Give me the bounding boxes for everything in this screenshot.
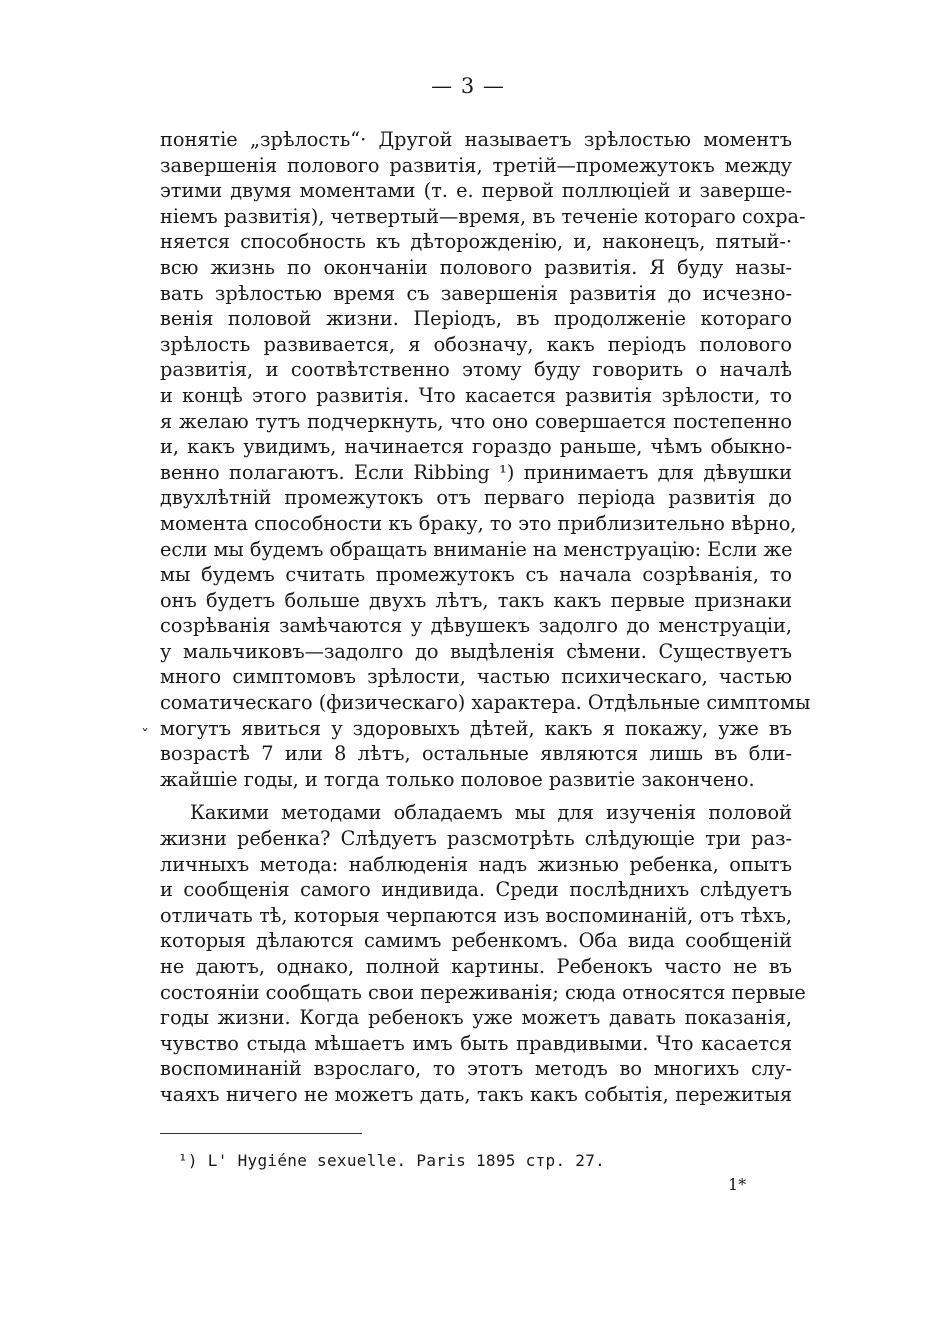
text-line: чувство стыда мѣшаетъ имъ быть правдивыми. Что касается: [160, 1031, 792, 1055]
text-line: могутъ явиться у здоровыхъ дѣтей, какъ я покажу, уже въ: [160, 716, 792, 740]
text-line: не даютъ, однако, полной картины. Ребенокъ часто не въ: [160, 955, 792, 978]
text-line: зрѣлость развивается, я обозначу, какъ періодъ полового: [160, 332, 792, 356]
text-line: у мальчиковъ—задолго до выдѣленія сѣмени. Существуетъ: [160, 639, 792, 663]
text-line: онъ будетъ больше двухъ лѣтъ, такъ какъ первые признаки: [160, 588, 792, 612]
text-line: жайшіе годы, и тогда только половое развитіе закончено.: [160, 767, 755, 791]
text-line: развитія, и соотвѣтственно этому буду говорить о началѣ: [160, 358, 792, 382]
text-line: няется способность къ дѣторожденію, и, наконецъ, пятый-·: [160, 230, 792, 254]
signature-mark: 1*: [728, 1175, 747, 1194]
text-line: воспоминаній взрослаго, то этотъ методъ во многихъ слу-: [160, 1057, 792, 1081]
text-line: личныхъ метода: наблюденія надъ жизнью ребенка, опытъ: [160, 852, 792, 876]
text-line: много симптомовъ зрѣлости, частью психическаго, частью: [160, 665, 792, 689]
page-number: — 3 —: [431, 74, 505, 98]
margin-mark: ˯: [141, 712, 149, 731]
text-line: возрастѣ 7 или 8 лѣтъ, остальные являются лишь въ бли-: [160, 742, 792, 766]
text-line: я желаю тутъ подчеркнуть, что оно совершается постепенно: [160, 409, 792, 433]
text-line: отличать тѣ, которыя черпаются изъ воспоминаній, отъ тѣхъ,: [160, 903, 792, 927]
footnote-divider: [160, 1133, 362, 1134]
footnote: ¹) L' Hygiéne sexuelle. Paris 1895 стр. 27.: [178, 1151, 606, 1170]
text-line: венно полагаютъ. Если Ribbing ¹) принимаетъ для дѣвушки: [160, 460, 792, 484]
text-line: соматическаго (физическаго) характера. Отдѣльные симптомы: [160, 691, 811, 715]
paragraph-gap: [160, 792, 792, 800]
text-line: всю жизнь по окончаніи полового развитія. Я буду назы-: [160, 255, 792, 279]
text-line: и сообщенія самого индивида. Среди послѣднихъ слѣдуетъ: [160, 878, 792, 902]
text-line: которыя дѣлаются самимъ ребенкомъ. Оба вида сообщеній: [160, 929, 792, 953]
text-line: завершенія полового развитія, третій—промежутокъ между: [160, 153, 792, 177]
text-line: понятіе „зрѣлость“· Другой называетъ зрѣлостью моментъ: [160, 128, 792, 151]
text-line: Какими методами обладаемъ мы для изученія половой: [190, 801, 792, 825]
text-line: жизни ребенка? Слѣдуетъ разсмотрѣть слѣдующіе три раз-: [160, 827, 792, 851]
text-line: вать зрѣлостью время съ завершенія развитія до исчезно-: [160, 281, 792, 305]
text-line: созрѣванія замѣчаются у дѣвушекъ задолго до менструаціи,: [160, 614, 792, 638]
body-text: [160, 127, 811, 1108]
text-line: двухлѣтній промежутокъ отъ перваго періода развитія до: [160, 486, 792, 510]
text-line: венія половой жизни. Періодъ, въ продолженіе котораго: [160, 307, 792, 331]
text-line: годы жизни. Когда ребенокъ уже можетъ давать показанія,: [160, 1006, 792, 1030]
text-line: если мы будемъ обращать вниманіе на менструацію: Если же: [160, 537, 793, 561]
text-line: состояніи сообщать свои переживанія; сюда относятся первые: [160, 980, 806, 1004]
text-line: чаяхъ ничего не можетъ дать, такъ какъ событія, пережитыя: [160, 1082, 792, 1106]
text-line: момента способности къ браку, то это приблизительно вѣрно,: [160, 511, 797, 535]
text-line: ніемъ развитія), четвертый—время, въ теченіе котораго сохра-: [160, 204, 806, 228]
text-line: этими двумя моментами (т. е. первой поллюціей и заверше-: [160, 179, 792, 203]
text-line: и концѣ этого развитія. Что касается развитія зрѣлости, то: [160, 383, 792, 407]
text-line: и, какъ увидимъ, начинается гораздо раньше, чѣмъ обыкно-: [160, 435, 792, 459]
text-line: мы будемъ считать промежутокъ съ начала созрѣванія, то: [160, 563, 792, 587]
